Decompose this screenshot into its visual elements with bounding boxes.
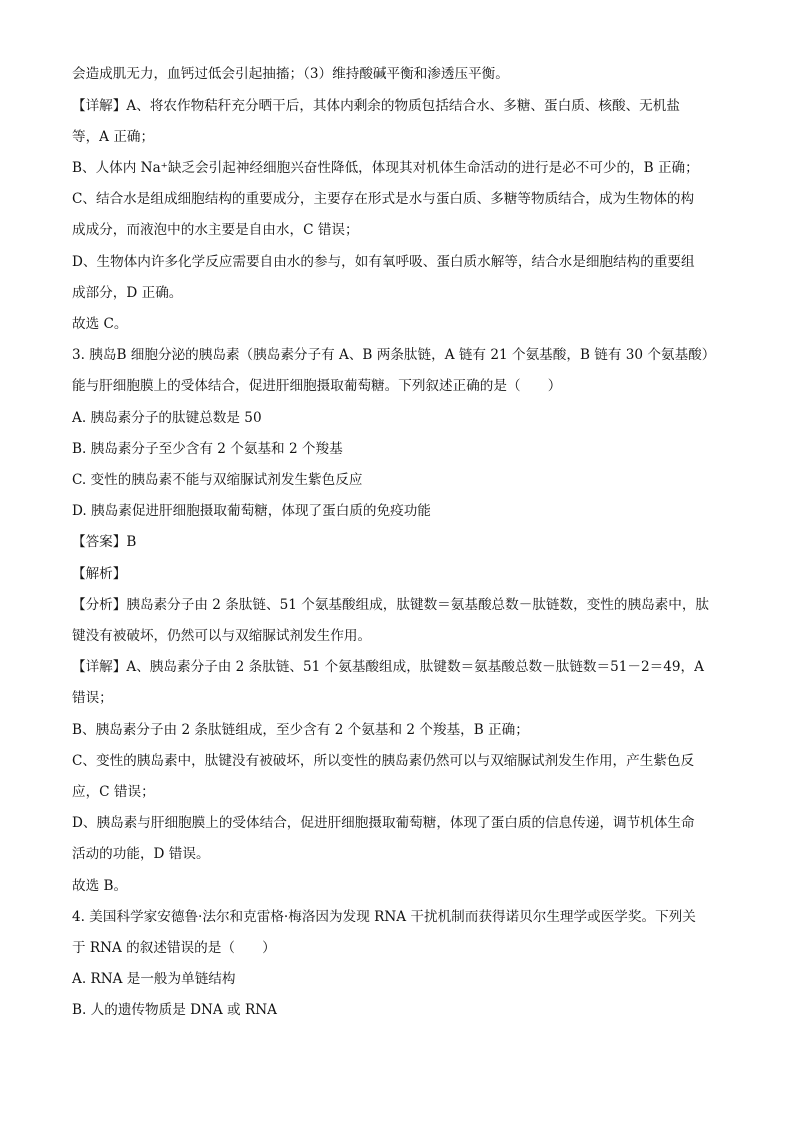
text-line: B、胰岛素分子由 2 条肽链组成，至少含有 2 个氨基和 2 个羧基，B 正确； (72, 722, 529, 738)
text-line: 会造成肌无力，血钙过低会引起抽搐；（3）维持酸碱平衡和渗透压平衡。 (72, 66, 509, 82)
text-line: C、结合水是组成细胞结构的重要成分，主要存在形式是水与蛋白质、多糖等物质结合，成为生物体的构 (72, 191, 695, 207)
text-line: D、胰岛素与肝细胞膜上的受体结合，促进肝细胞摄取葡萄糖，体现了蛋白质的信息传递，调节机体生命 (72, 815, 695, 831)
question-3-stem: 3. 胰岛B 细胞分泌的胰岛素（胰岛素分子有 A、B 两条肽链，A 链有 21 个氨基酸，B 链有 30 个氨基酸） (72, 347, 716, 363)
option-b: B. 胰岛素分子至少含有 2 个氨基和 2 个羧基 (72, 441, 343, 457)
text-line: D、生物体内许多化学反应需要自由水的参与，如有氧呼吸、蛋白质水解等，结合水是细胞结构的重要组 (72, 254, 695, 270)
text-line: 等，A 正确； (72, 129, 155, 145)
text-line: 活动的功能，D 错误。 (72, 846, 210, 862)
option-c: C. 变性的胰岛素不能与双缩脲试剂发生紫色反应 (72, 472, 363, 488)
text-line: 故选 B。 (72, 878, 128, 894)
text-line: 能与肝细胞膜上的受体结合，促进肝细胞摄取葡萄糖。下列叙述正确的是（ ） (72, 378, 562, 394)
option-b: B. 人的遗传物质是 DNA 或 RNA (72, 1002, 277, 1018)
question-4-stem: 4. 美国科学家安德鲁·法尔和克雷格·梅洛因为发现 RNA 干扰机制而获得诺贝尔生理学或医学奖。下列关 (72, 909, 696, 925)
text-line: 成部分，D 正确。 (72, 285, 183, 301)
text-line: C、变性的胰岛素中，肽键没有被破坏，所以变性的胰岛素仍然可以与双缩脲试剂发生作用，产生紫色反 (72, 753, 695, 769)
option-d: D. 胰岛素促进肝细胞摄取葡萄糖，体现了蛋白质的免疫功能 (72, 503, 431, 519)
option-a: A. RNA 是一般为单链结构 (72, 971, 236, 987)
analysis-label: 【解析】 (72, 566, 127, 582)
text-line: 【详解】A、胰岛素分子由 2 条肽链、51 个氨基酸组成，肽键数＝氨基酸总数－肽链数＝51－2＝49，A (72, 659, 704, 675)
option-a: A. 胰岛素分子的肽键总数是 50 (72, 410, 262, 426)
text-line: 错误； (72, 690, 113, 706)
text-line: 成成分，而液泡中的水主要是自由水，C 错误； (72, 222, 359, 238)
text-line: 【分析】胰岛素分子由 2 条肽链、51 个氨基酸组成，肽键数＝氨基酸总数－肽链数，变性的胰岛素中，肽 (72, 597, 710, 613)
text-line: 【详解】A、将农作物秸秆充分晒干后，其体内剩余的物质包括结合水、多糖、蛋白质、核酸、无机盐 (72, 98, 680, 114)
text-line: 于 RNA 的叙述错误的是（ ） (72, 940, 276, 956)
answer-label: 【答案】B (72, 534, 137, 550)
text-line: 应，C 错误； (72, 784, 155, 800)
text-line: B、人体内 Na⁺缺乏会引起神经细胞兴奋性降低，体现其对机体生命活动的进行是必不可少的，B 正确； (72, 160, 699, 176)
text-line: 键没有被破坏，仍然可以与双缩脲试剂发生作用。 (72, 628, 372, 644)
text-line: 故选 C。 (72, 316, 128, 332)
